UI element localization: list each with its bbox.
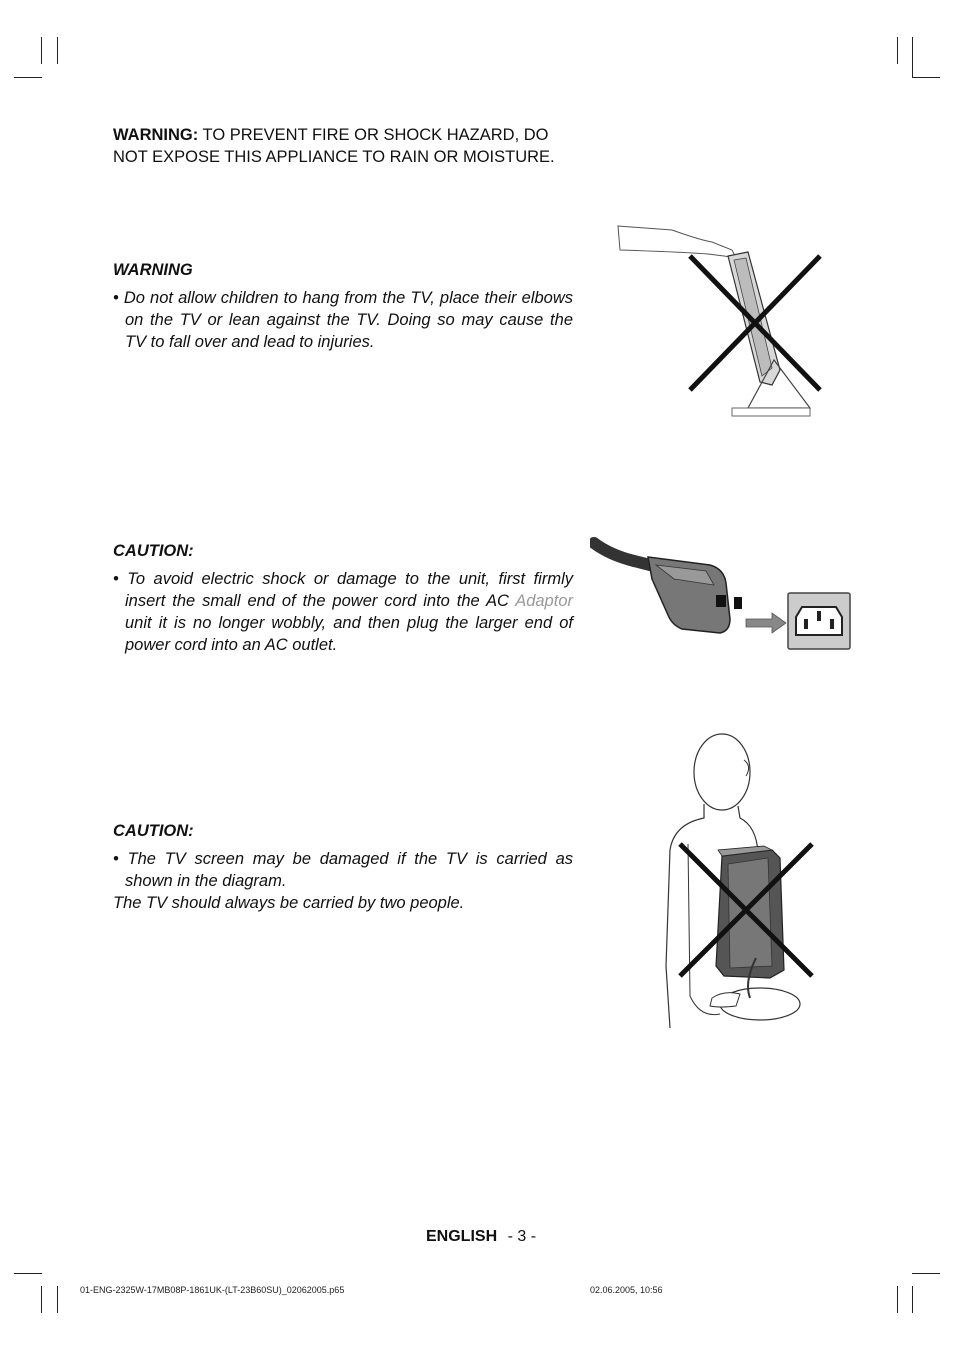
top-warning-text: TO PREVENT FIRE OR SHOCK HAZARD, DO NOT EXPOSE THIS APPLIANCE TO RAIN OR MOISTURE. (113, 126, 555, 166)
warning-section (113, 259, 573, 353)
top-warning-label: WARNING: (113, 126, 199, 144)
crop-mark (14, 1273, 42, 1274)
page-footer (426, 1228, 536, 1246)
bullet-text: The TV screen may be damaged if the TV is carried as shown in the diagram. (125, 850, 573, 890)
power-cord-illustration (590, 535, 854, 655)
crop-mark (57, 37, 58, 64)
crop-mark (57, 1286, 58, 1313)
bullet-text: unit it is no longer wobbly, and then plug the larger end of power cord into an AC outlet. (125, 614, 573, 654)
top-warning (113, 124, 573, 168)
crop-mark (912, 1286, 913, 1313)
bullet-item: • To avoid electric shock or damage to the unit, first firmly insert the small end of the power cord into the AC Adaptor unit it is no longer wobbly, and then plug the larger end of power cord into an AC outlet. (113, 570, 573, 654)
section-heading: CAUTION: (113, 822, 194, 840)
section-heading: WARNING (113, 261, 193, 279)
bullet-item: • The TV screen may be damaged if the TV is carried as shown in the diagram. (113, 850, 573, 890)
bullet-text: To avoid electric shock or damage to the unit, first firmly insert the small end of the power cord into the AC (125, 570, 573, 610)
crop-mark (912, 1273, 940, 1274)
crop-mark (897, 1286, 898, 1313)
crop-mark (41, 37, 42, 64)
carry-tv-illustration (660, 726, 820, 1032)
carry-note: The TV should always be carried by two people. (113, 894, 465, 912)
crop-mark (41, 1286, 42, 1313)
crop-mark (912, 37, 913, 77)
file-name: 01-ENG-2325W-17MB08P-1861UK-(LT-23B60SU)_02062005.p65 (80, 1285, 345, 1295)
print-date: 02.06.2005, 10:56 (590, 1285, 663, 1295)
page-number: - 3 - (507, 1228, 537, 1245)
crop-mark (912, 77, 940, 78)
tv-hang-illustration (612, 220, 832, 425)
bullet-highlight: Adaptor (515, 592, 573, 610)
crop-mark (14, 77, 42, 78)
crop-mark (897, 37, 898, 64)
bullet-item: • Do not allow children to hang from the TV, place their elbows on the TV or lean against the TV. Doing so may cause the TV to fall over and lead to injuries. (113, 289, 573, 351)
section-heading: CAUTION: (113, 542, 194, 560)
caution-power-section (113, 540, 573, 656)
footer-language: ENGLISH (426, 1228, 498, 1245)
bullet-text: Do not allow children to hang from the TV, place their elbows on the TV or lean against the TV. Doing so may cause the TV to fall over and lead to injuries. (123, 289, 573, 351)
caution-carry-section (113, 820, 573, 914)
